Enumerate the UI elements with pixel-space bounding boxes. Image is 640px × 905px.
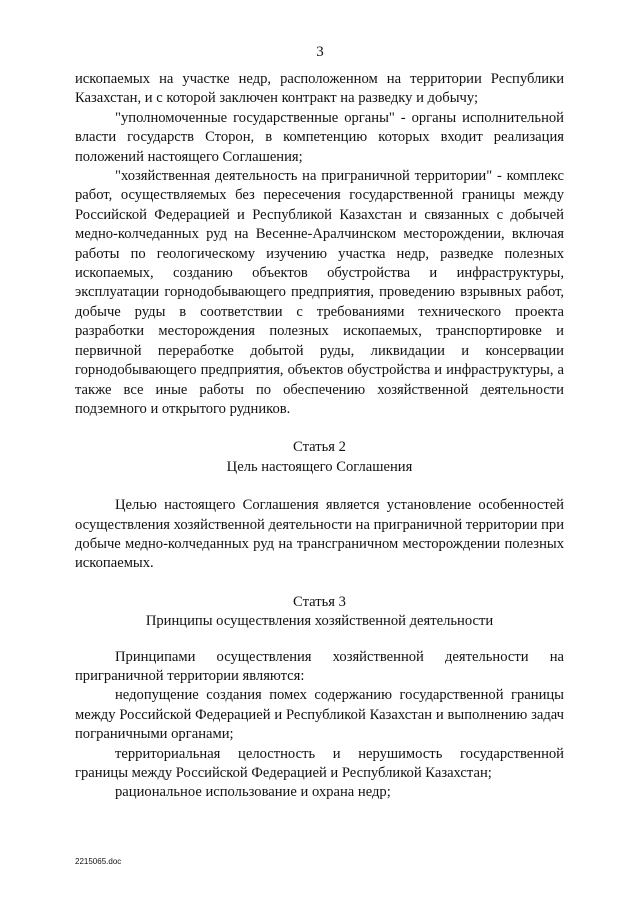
- footer-filename: 2215065.doc: [75, 857, 122, 866]
- page-number: 3: [316, 44, 324, 60]
- article-3-item-2: территориальная целостность и нерушимость государственной границы между Российской Федерацией и Республикой Казахстан;: [75, 745, 564, 781]
- article-3-number: Статья 3: [293, 593, 346, 610]
- document-body: [75, 70, 564, 803]
- preamble-paragraph-2: "уполномоченные государственные органы" - органы исполнительной власти государств Сторон, в компетенцию которых входит реализация положений настоящего Соглашения;: [75, 109, 564, 165]
- article-3-item-3: рациональное использование и охрана недр;: [115, 784, 391, 801]
- preamble-paragraph-1: ископаемых на участке недр, расположенном на территории Республики Казахстан, и с которой заключен контракт на разведку и добычу;: [75, 71, 564, 107]
- article-3-item-1: недопущение создания помех содержанию государственной границы между Российской Федерацией и Республикой Казахстан и выполнению задач пограничными органами;: [75, 687, 564, 743]
- article-2-number: Статья 2: [293, 439, 346, 456]
- article-3-title: Принципы осуществления хозяйственной деятельности: [145, 613, 494, 630]
- article-2-title: Цель настоящего Соглашения: [226, 458, 413, 475]
- preamble-paragraph-3: "хозяйственная деятельность на приграничной территории" - комплекс работ, осуществляемых без пересечения государственной границы между Российской Федерацией и Республикой Казахстан и связанных с добычей медно-колчеданных руд на Весенне-Аралчинском месторождении, включая работы по геологическому изучению участка недр, разведке полезных ископаемых, созданию объектов обустройства и инфраструктуры, эксплуатации горнодобывающего предприятия, проведению взрывных работ, добыче руды в соответствии с требованиями технического проекта разработки месторождения полезных ископаемых, транспортировке и первичной переработке добытой руды, ликвидации и консервации горнодобывающего предприятия, объектов обустройства и инфраструктуры, а также все иные работы по обеспечению хозяйственной деятельности подземного и открытого рудников.: [75, 168, 564, 417]
- article-3-intro: Принципами осуществления хозяйственной деятельности на приграничной территории являются:: [75, 648, 564, 684]
- article-2-text: Целью настоящего Соглашения является установление особенностей осуществления хозяйственной деятельности на приграничной территории при добыче медно-колчеданных руд на трансграничном месторождении полезных ископаемых.: [75, 497, 565, 572]
